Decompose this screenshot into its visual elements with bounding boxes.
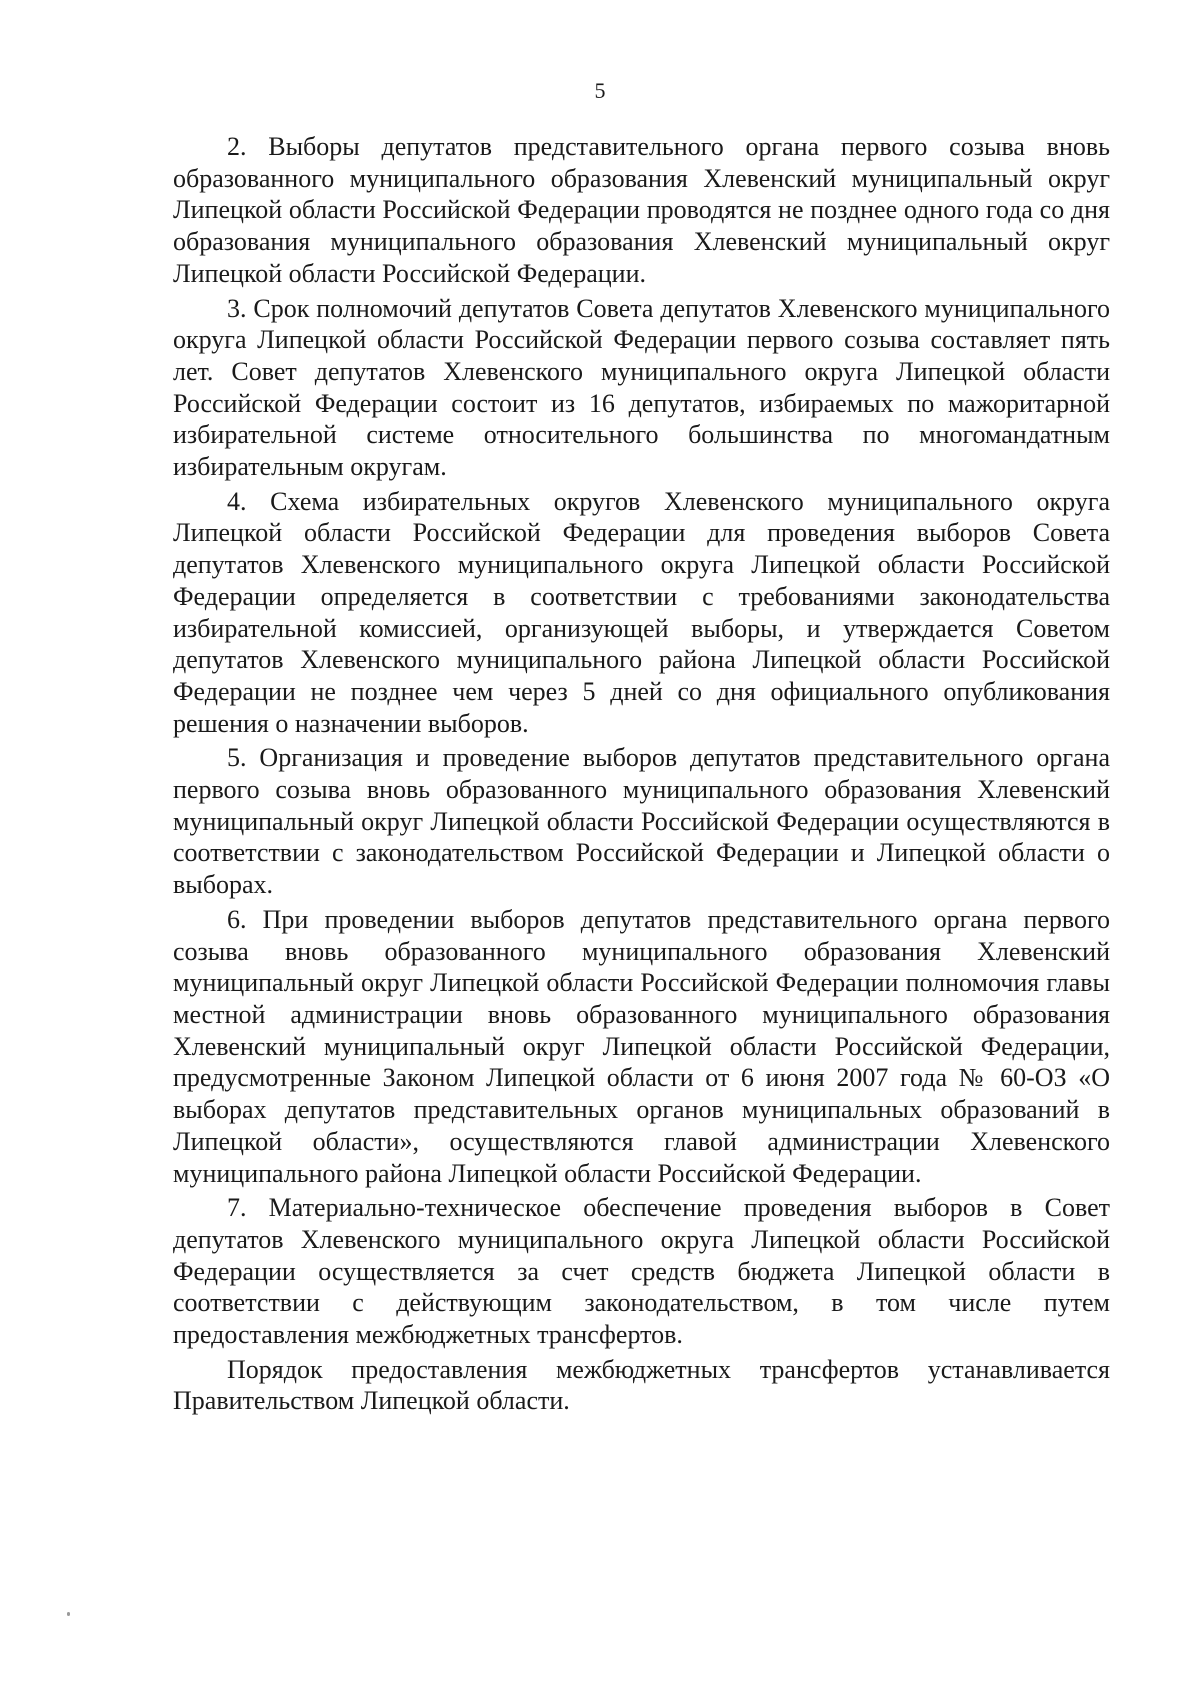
paragraph-transfer-order: Порядок предоставления межбюджетных трансфертов устанавливается Правительством Липецкой области.	[173, 1354, 1110, 1416]
paragraph-4: 4. Схема избирательных округов Хлевенского муниципального округа Липецкой области Российской Федерации для проведения выборов Совета депутатов Хлевенского муниципального округа Липецкой области Российской Федерации определяется в соответствии с требованиями законодательства избирательной комиссией, организующей выборы, и утверждается Советом депутатов Хлевенского муниципального района Липецкой области Российской Федерации не позднее чем через 5 дней со дня официального опубликования решения о назначении выборов.	[173, 486, 1110, 738]
page-number: 5	[594, 78, 606, 103]
scan-speck	[67, 1612, 70, 1616]
paragraph-6: 6. При проведении выборов депутатов представительного органа первого созыва вновь образованного муниципального образования Хлевенский муниципальный округ Липецкой области Российской Федерации полномочия главы местной администрации вновь образованного муниципального образования Хлевенский муниципальный округ Липецкой области Российской Федерации, предусмотренные Законом Липецкой области от 6 июня 2007 года № 60-ОЗ «О выборах депутатов представительных органов муниципальных образований в Липецкой области», осуществляются главой администрации Хлевенского муниципального района Липецкой области Российской Федерации.	[173, 904, 1110, 1188]
paragraph-3: 3. Срок полномочий депутатов Совета депутатов Хлевенского муниципального округа Липецкой области Российской Федерации первого созыва составляет пять лет. Совет депутатов Хлевенского муниципального округа Липецкой области Российской Федерации состоит из 16 депутатов, избираемых по мажоритарной избирательной системе относительного большинства по многомандатным избирательным округам.	[173, 293, 1110, 482]
paragraph-7: 7. Материально-техническое обеспечение проведения выборов в Совет депутатов Хлевенского муниципального округа Липецкой области Российской Федерации осуществляется за счет средств бюджета Липецкой области в соответствии с действующим законодательством, в том числе путем предоставления межбюджетных трансфертов.	[173, 1193, 1110, 1350]
paragraph-5: 5. Организация и проведение выборов депутатов представительного органа первого созыва вновь образованного муниципального образования Хлевенский муниципальный округ Липецкой области Российской Федерации осуществляются в соответствии с законодательством Российской Федерации и Липецкой области о выборах.	[173, 743, 1110, 900]
paragraph-2: 2. Выборы депутатов представительного органа первого созыва вновь образованного муниципального образования Хлевенский муниципальный округ Липецкой области Российской Федерации проводятся не позднее одного года со дня образования муниципального образования Хлевенский муниципальный округ Липецкой области Российской Федерации.	[173, 132, 1110, 288]
document-body	[173, 131, 1110, 1420]
